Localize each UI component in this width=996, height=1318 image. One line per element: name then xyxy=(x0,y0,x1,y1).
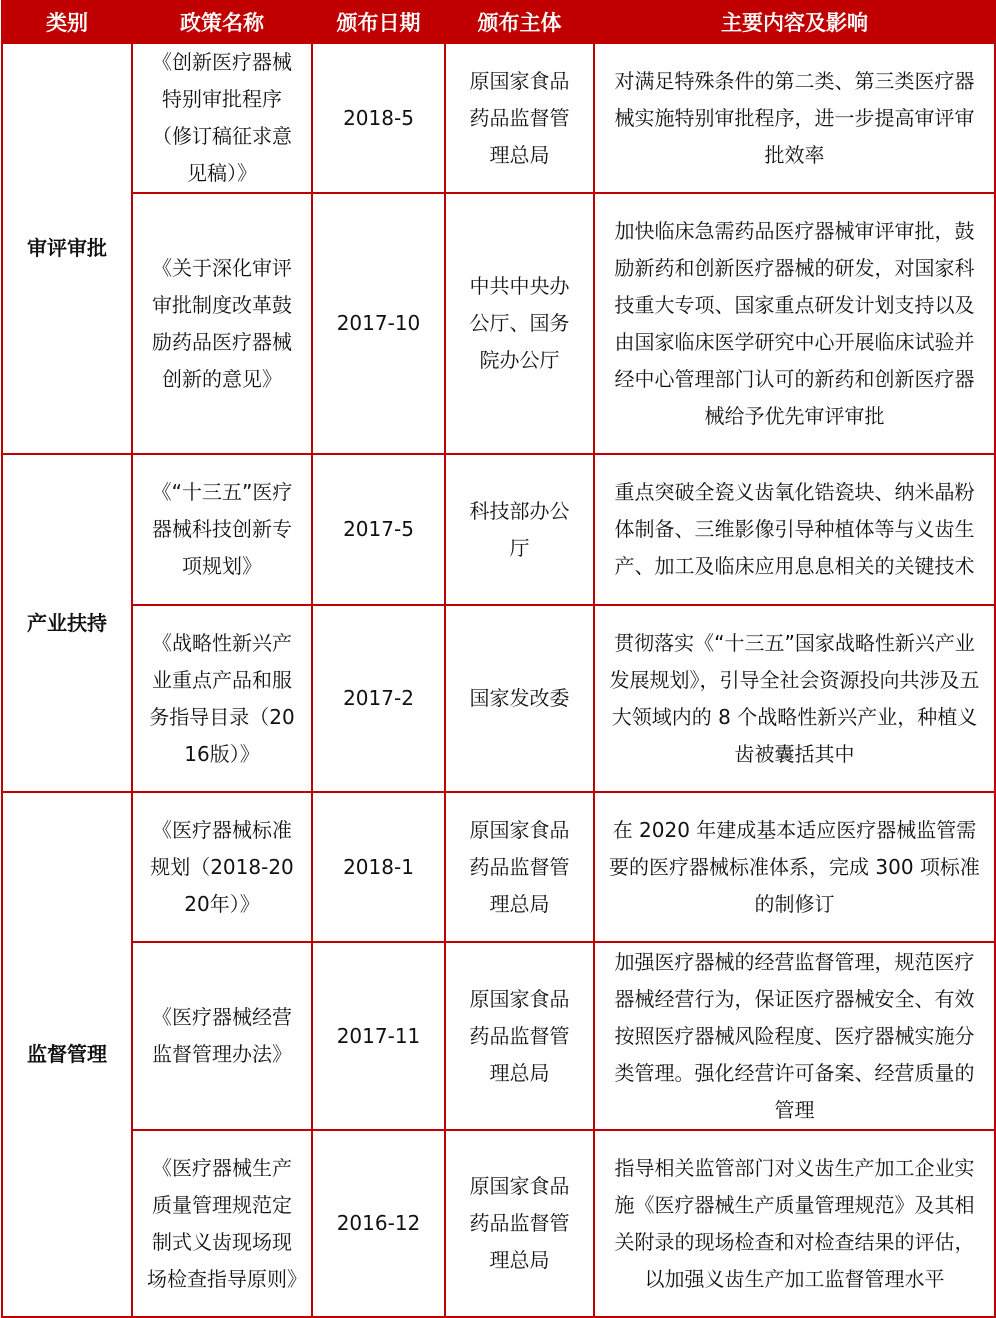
content: 指导相关监管部门对义齿生产加工企业实施《医疗器械生产质量管理规范》及其相关附录的现场检查和对检查结果的评估，以加强义齿生产加工监督管理水平 xyxy=(594,1130,995,1317)
header-row xyxy=(2,1,995,43)
policy-name: 《关于深化审评审批制度改革鼓励药品医疗器械创新的意见》 xyxy=(132,193,312,454)
policy-table xyxy=(1,0,996,1318)
date: 2017-2 xyxy=(312,605,445,792)
header-date: 颁布日期 xyxy=(312,1,445,43)
category-cell: 监督管理 xyxy=(2,792,132,1317)
header-category: 类别 xyxy=(2,1,132,43)
header-content: 主要内容及影响 xyxy=(594,1,995,43)
date: 2017-11 xyxy=(312,942,445,1130)
date: 2018-1 xyxy=(312,792,445,942)
content: 加强医疗器械的经营监督管理，规范医疗器械经营行为，保证医疗器械安全、有效按照医疗器械风险程度、医疗器械实施分类管理。强化经营许可备案、经营质量的管理 xyxy=(594,942,995,1130)
date: 2016-12 xyxy=(312,1130,445,1317)
header-policy-name: 政策名称 xyxy=(132,1,312,43)
category-cell: 产业扶持 xyxy=(2,454,132,792)
policy-name: 《创新医疗器械特别审批程序（修订稿征求意见稿）》 xyxy=(132,43,312,193)
table-row xyxy=(2,605,995,792)
content: 重点突破全瓷义齿氧化锆瓷块、纳米晶粉体制备、三维影像引导种植体等与义齿生产、加工及临床应用息息相关的关键技术 xyxy=(594,454,995,605)
category-cell: 审评审批 xyxy=(2,43,132,454)
date: 2018-5 xyxy=(312,43,445,193)
policy-name: 《医疗器械经营监督管理办法》 xyxy=(132,942,312,1130)
policy-name: 《医疗器械生产质量管理规范定制式义齿现场现场检查指导原则》 xyxy=(132,1130,312,1317)
table-row xyxy=(2,193,995,454)
issuer: 中共中央办公厅、国务院办公厅 xyxy=(445,193,594,454)
header-issuer: 颁布主体 xyxy=(445,1,594,43)
policy-name: 《医疗器械标准规划（2018-2020年）》 xyxy=(132,792,312,942)
table-row xyxy=(2,454,995,605)
policy-name: 《“十三五”医疗器械科技创新专项规划》 xyxy=(132,454,312,605)
date: 2017-5 xyxy=(312,454,445,605)
policy-name: 《战略性新兴产业重点产品和服务指导目录（2016版）》 xyxy=(132,605,312,792)
content: 在 2020 年建成基本适应医疗器械监管需要的医疗器械标准体系，完成 300 项标准的制修订 xyxy=(594,792,995,942)
content: 加快临床急需药品医疗器械审评审批，鼓励新药和创新医疗器械的研发，对国家科技重大专项、国家重点研发计划支持以及由国家临床医学研究中心开展临床试验并经中心管理部门认可的新药和创新医疗器械给予优先审评审批 xyxy=(594,193,995,454)
table-row xyxy=(2,942,995,1130)
issuer: 原国家食品药品监督管理总局 xyxy=(445,942,594,1130)
issuer: 原国家食品药品监督管理总局 xyxy=(445,792,594,942)
issuer: 科技部办公厅 xyxy=(445,454,594,605)
date: 2017-10 xyxy=(312,193,445,454)
issuer: 国家发改委 xyxy=(445,605,594,792)
content: 贯彻落实《“十三五”国家战略性新兴产业发展规划》，引导全社会资源投向共涉及五大领域内的 8 个战略性新兴产业，种植义齿被囊括其中 xyxy=(594,605,995,792)
table-row xyxy=(2,1130,995,1317)
issuer: 原国家食品药品监督管理总局 xyxy=(445,1130,594,1317)
issuer: 原国家食品药品监督管理总局 xyxy=(445,43,594,193)
table-row xyxy=(2,43,995,193)
content: 对满足特殊条件的第二类、第三类医疗器械实施特别审批程序，进一步提高审评审批效率 xyxy=(594,43,995,193)
table-row xyxy=(2,792,995,942)
